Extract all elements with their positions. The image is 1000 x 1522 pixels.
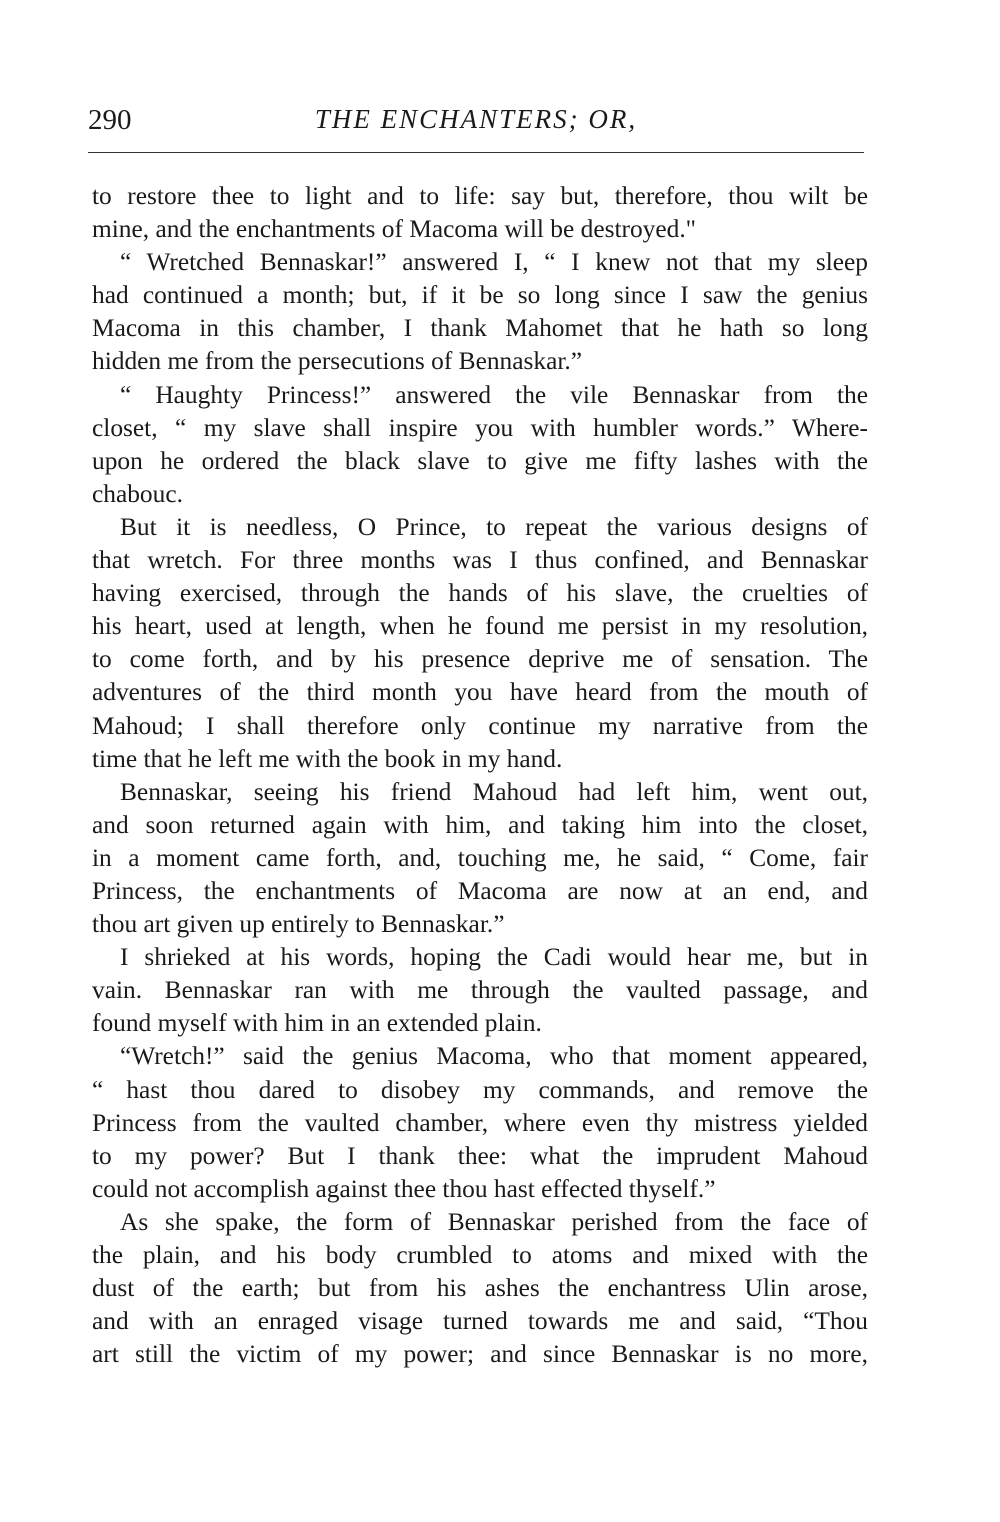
text-line: art still the victim of my power; and since Bennaskar is no more, [92, 1340, 868, 1369]
paragraph [92, 511, 868, 776]
text-line: closet, “ my slave shall inspire you with humbler words.” Where- [92, 413, 868, 442]
text-line: that wretch. For three months was I thus confined, and Bennaskar [92, 546, 868, 575]
text-line: As she spake, the form of Bennaskar perished from the face of [120, 1207, 868, 1236]
text-line: had continued a month; but, if it be so long since I saw the genius [92, 281, 868, 310]
text-line: thou art given up entirely to Bennaskar.” [92, 910, 505, 939]
text-line: his heart, used at length, when he found me persist in my resolution, [92, 612, 868, 641]
text-line: adventures of the third month you have heard from the mouth of [92, 678, 868, 707]
text-line: could not accomplish against thee thou hast effected thyself.” [92, 1174, 716, 1203]
text-line: to my power? But I thank thee: what the imprudent Mahoud [92, 1141, 868, 1170]
paragraph [92, 379, 868, 511]
scan-specks [150, 1440, 850, 1450]
text-line: chabouc. [92, 479, 183, 508]
page-header [88, 104, 864, 148]
text-line: “ Haughty Princess!” answered the vile Bennaskar from the [120, 380, 868, 409]
paragraph [92, 246, 868, 378]
paragraph [92, 180, 868, 246]
text-line: upon he ordered the black slave to give me fifty lashes with the [92, 446, 868, 475]
text-line: But it is needless, O Prince, to repeat the various designs of [120, 512, 868, 541]
text-line: I shrieked at his words, hoping the Cadi would hear me, but in [120, 943, 868, 972]
paragraph [92, 776, 868, 941]
running-head: THE ENCHANTERS; OR, [314, 104, 638, 134]
header-rule [88, 152, 864, 153]
text-line: the plain, and his body crumbled to atoms and mixed with the [92, 1241, 868, 1269]
text-line: Princess, the enchantments of Macoma are now at an end, and [92, 876, 868, 905]
text-line: in a moment came forth, and, touching me, he said, “ Come, fair [92, 843, 868, 872]
text-line: having exercised, through the hands of his slave, the cruelties of [92, 579, 868, 608]
paragraph [92, 1040, 868, 1205]
text-line: to restore thee to light and to life: say but, therefore, thou wilt be [92, 182, 868, 210]
text-line: and with an enraged visage turned towards me and said, “Thou [92, 1307, 868, 1336]
paragraph [92, 941, 868, 1040]
text-line: Princess from the vaulted chamber, where even thy mistress yielded [92, 1108, 868, 1137]
text-line: vain. Bennaskar ran with me through the vaulted passage, and [92, 976, 868, 1005]
text-line: to come forth, and by his presence deprive me of sensation. The [92, 645, 868, 674]
text-line: time that he left me with the book in my hand. [92, 744, 563, 773]
text-line: mine, and the enchantments of Macoma will be destroyed." [92, 215, 697, 244]
text-line: “Wretch!” said the genius Macoma, who that moment appeared, [120, 1042, 868, 1071]
body-text [92, 180, 868, 1371]
paragraph [92, 1206, 868, 1371]
text-line: “ Wretched Bennaskar!” answered I, “ I knew not that my sleep [120, 248, 868, 277]
text-line: found myself with him in an extended plain. [92, 1009, 542, 1038]
text-line: dust of the earth; but from his ashes the enchantress Ulin arose, [92, 1274, 868, 1303]
text-line: Macoma in this chamber, I thank Mahomet that he hath so long [92, 314, 868, 343]
text-line: hidden me from the persecutions of Bennaskar.” [92, 347, 583, 376]
text-line: and soon returned again with him, and taking him into the closet, [92, 810, 868, 839]
text-line: Mahoud; I shall therefore only continue my narrative from the [92, 711, 868, 740]
text-line: “ hast thou dared to disobey my commands, and remove the [92, 1075, 868, 1104]
page-number: 290 [88, 104, 132, 136]
text-line: Bennaskar, seeing his friend Mahoud had left him, went out, [120, 777, 868, 806]
